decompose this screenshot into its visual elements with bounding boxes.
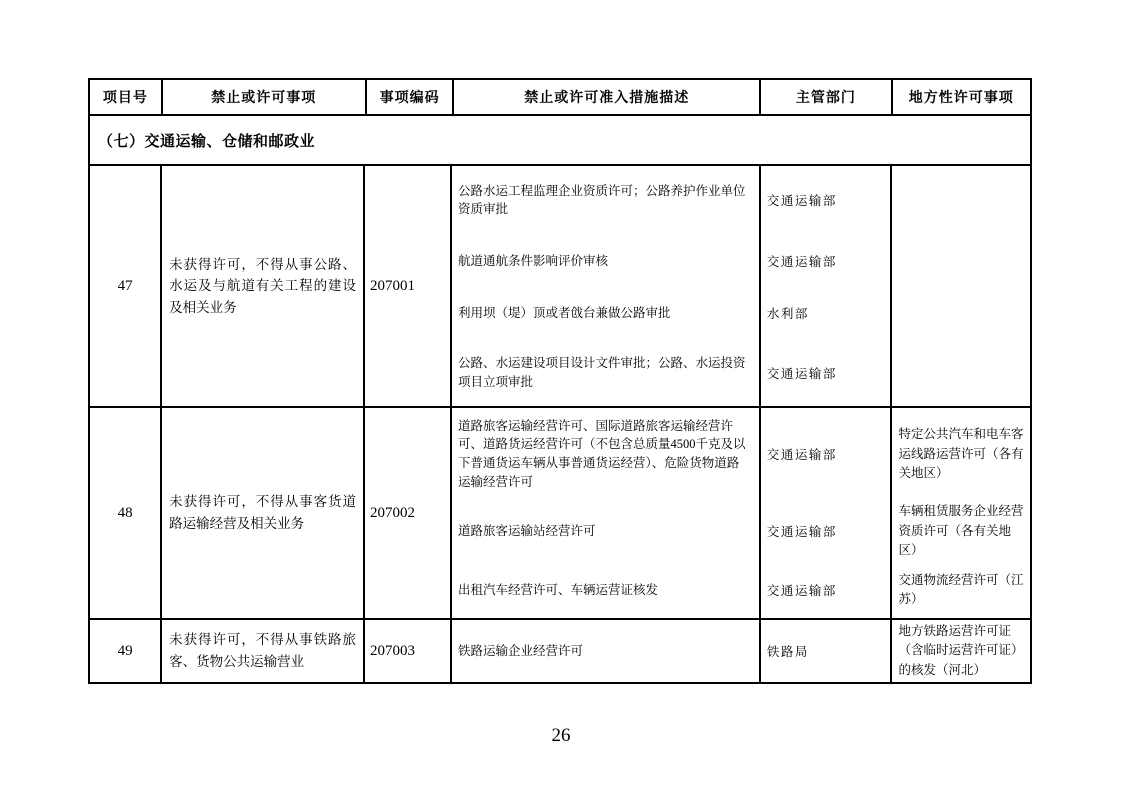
- local-licensing: [890, 166, 1030, 235]
- prohibited-matter: [160, 166, 363, 406]
- department: 交通运输部: [759, 562, 891, 618]
- header-measure-description: 禁止或许可准入措施描述: [452, 80, 759, 114]
- matter-code: 207001: [363, 166, 450, 406]
- header-prohibited-matter: 禁止或许可事项: [161, 80, 365, 114]
- measure-description: 出租汽车经营许可、车辆运营证核发: [458, 582, 659, 597]
- local-licensing: 车辆租赁服务企业经营资质许可（各有关地区）: [890, 500, 1030, 562]
- prohibited-matter: [160, 620, 363, 682]
- measure-entry: [452, 287, 1030, 339]
- item-number: 49: [117, 642, 133, 659]
- header-local-licensing: 地方性许可事项: [891, 80, 1030, 114]
- section-title-transport: （七）交通运输、仓储和邮政业: [90, 114, 1030, 164]
- measure-entry: [452, 500, 1030, 562]
- row-detail: [450, 408, 1030, 618]
- measure-entry: [452, 235, 1030, 287]
- prohibited-matter-text: 未获得许可，不得从事铁路旅客、货物公共运输营业: [169, 632, 356, 669]
- measure-description: 铁路运输企业经营许可: [458, 643, 584, 658]
- measure-description: 道路旅客运输站经营许可: [458, 523, 596, 538]
- local-licensing: [890, 287, 1030, 339]
- header-matter-code: 事项编码: [365, 80, 453, 114]
- table-row: [90, 618, 1030, 682]
- measure-entry: [452, 562, 1030, 618]
- measure-entry: [452, 620, 1030, 682]
- measure-entry: [452, 339, 1030, 406]
- measure-description: 航道通航条件影响评价审核: [458, 253, 609, 268]
- department: 交通运输部: [759, 408, 891, 500]
- row-detail: [450, 620, 1030, 682]
- prohibited-matter-text: 未获得许可，不得从事公路、水运及与航道有关工程的建设及相关业务: [169, 256, 356, 315]
- prohibited-matter-text: 未获得许可，不得从事客货道路运输经营及相关业务: [169, 494, 356, 531]
- row-detail: [450, 166, 1030, 406]
- department: 交通运输部: [759, 339, 891, 406]
- table-header-row: [90, 80, 1030, 114]
- matter-code: 207003: [363, 620, 450, 682]
- local-licensing: [890, 339, 1030, 406]
- prohibited-matter: [160, 408, 363, 618]
- header-item-number: 项目号: [102, 91, 148, 106]
- department: 交通运输部: [759, 166, 891, 235]
- local-licensing: 特定公共汽车和电车客运线路运营许可（各有关地区）: [890, 408, 1030, 500]
- department: 铁路局: [759, 620, 891, 682]
- measure-entry: [452, 166, 1030, 235]
- local-licensing: 地方铁路运营许可证（含临时运营许可证）的核发（河北）: [890, 620, 1030, 682]
- department: 交通运输部: [759, 235, 891, 287]
- access-list-table: [88, 78, 1032, 684]
- measure-description: 公路、水运建设项目设计文件审批；公路、水运投资项目立项审批: [458, 355, 746, 389]
- matter-code: 207002: [363, 408, 450, 618]
- item-number: 47: [117, 277, 133, 294]
- header-department: 主管部门: [759, 80, 890, 114]
- table-row: [90, 406, 1030, 618]
- measure-description: 利用坝（堤）顶或者戗台兼做公路审批: [458, 305, 671, 320]
- measure-description: 道路旅客运输经营许可、国际道路旅客运输经营许可、道路货运经营许可（不包含总质量4500千克及以下普通货运车辆从事普通货运经营）、危险货物道路运输经营许可: [458, 418, 746, 489]
- measure-description: 公路水运工程监理企业资质许可；公路养护作业单位资质审批: [458, 183, 746, 217]
- table-row: [90, 164, 1030, 406]
- local-licensing: [890, 235, 1030, 287]
- page-number: 26: [551, 725, 571, 746]
- department: 水利部: [759, 287, 891, 339]
- item-number: 48: [117, 504, 133, 521]
- measure-entry: [452, 408, 1030, 500]
- local-licensing: 交通物流经营许可（江苏）: [890, 562, 1030, 618]
- department: 交通运输部: [759, 500, 891, 562]
